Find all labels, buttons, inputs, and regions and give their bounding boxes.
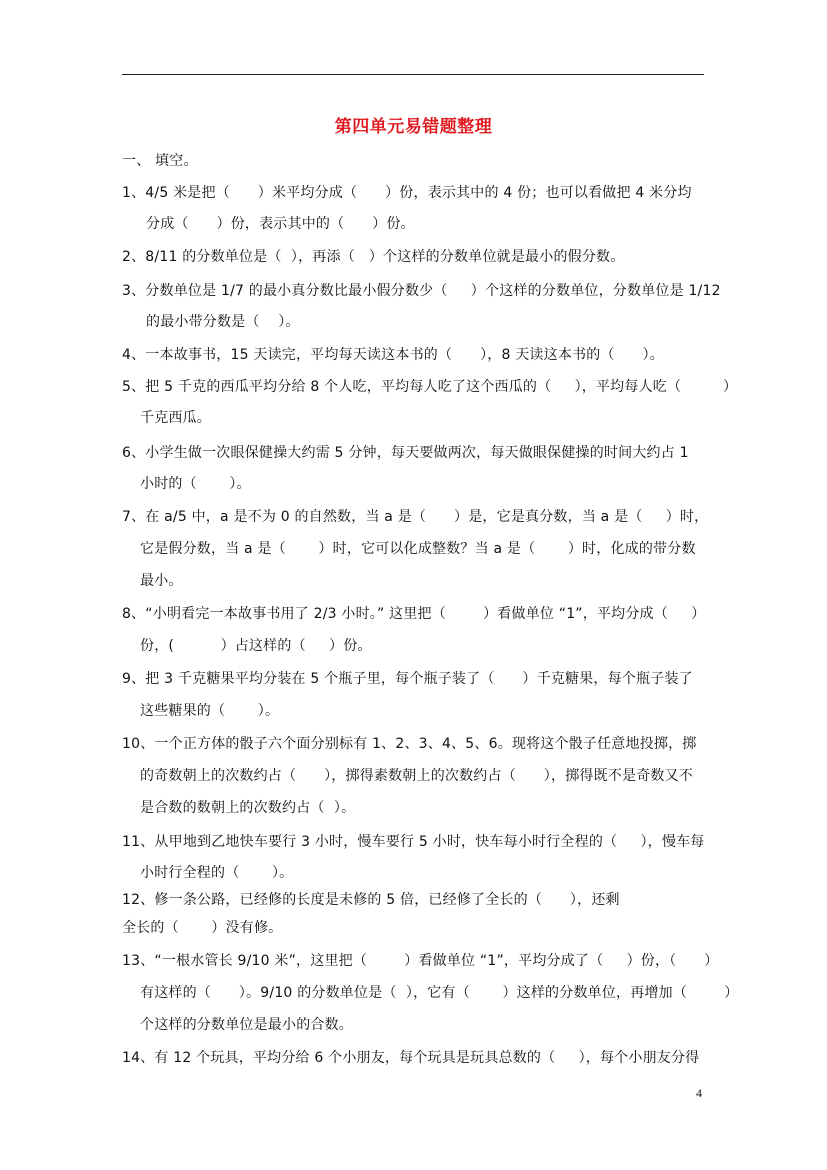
question-line: 的奇数朝上的次数约占（ ），掷得素数朝上的次数约占（ ），掷得既不是奇数又不 xyxy=(140,768,693,784)
question-line: 4、一本故事书，15 天读完，平均每天读这本书的（ ），8 天读这本书的（ ）。 xyxy=(122,347,664,363)
question-line: 小时的（ ）。 xyxy=(140,476,251,492)
question-line: 10、一个正方体的骰子六个面分别标有 1、2、3、4、5、6。现将这个骰子任意地投掷，掷 xyxy=(122,736,697,752)
question-line: 11、从甲地到乙地快车要行 3 小时，慢车要行 5 小时，快车每小时行全程的（ ），慢车每 xyxy=(122,834,705,850)
question-line: 9、把 3 千克糖果平均分装在 5 个瓶子里，每个瓶子装了（ ）千克糖果，每个瓶子装了 xyxy=(122,671,693,687)
question-line: 3、分数单位是 1/7 的最小真分数比最小假分数少（ ）个这样的分数单位，分数单位是 1/12 xyxy=(122,283,721,299)
question-line: 6、小学生做一次眼保健操大约需 5 分钟，每天要做两次，每天做眼保健操的时间大约占 1 xyxy=(122,445,689,461)
section-heading: 一、 填空。 xyxy=(122,153,198,169)
question-line: 12、修一条公路，已经修的长度是未修的 5 倍，已经修了全长的（ ），还剩 xyxy=(122,892,620,908)
question-line: 全长的（ ）没有修。 xyxy=(122,920,283,936)
page-title: 第四单元易错题整理 xyxy=(334,117,493,137)
question-line: 5、把 5 千克的西瓜平均分给 8 个人吃，平均每人吃了这个西瓜的（ ），平均每人吃（ ） xyxy=(122,379,738,395)
question-line: 份，( ）占这样的（ ）份。 xyxy=(140,638,372,654)
question-line: 分成（ ）份，表示其中的（ ）份。 xyxy=(146,216,415,232)
question-line: 千克西瓜。 xyxy=(140,410,211,426)
question-line: 13、“一根水管长 9/10 米”，这里把（ ）看做单位 “1”，平均分成了（ ）份，（ ） xyxy=(122,953,719,969)
question-line: 个这样的分数单位是最小的合数。 xyxy=(140,1017,353,1033)
question-line: 这些糖果的（ ）。 xyxy=(140,703,280,719)
question-line: 是合数的数朝上的次数约占（ ）。 xyxy=(140,800,356,816)
question-line: 2、8/11 的分数单位是（ ），再添（ ）个这样的分数单位就是最小的假分数。 xyxy=(122,249,625,265)
header-rule xyxy=(122,74,704,75)
page-number: 4 xyxy=(696,1086,702,1100)
question-line: 14、有 12 个玩具，平均分给 6 个小朋友，每个玩具是玩具总数的（ ），每个小朋友分得 xyxy=(122,1050,700,1066)
question-line: 的最小带分数是（ ）。 xyxy=(146,314,300,330)
question-line: 8、“小明看完一本故事书用了 2/3 小时。” 这里把（ ）看做单位 “1”，平均分成（ ） xyxy=(122,606,706,622)
question-line: 1、4/5 米是把（ ）米平均分成（ ）份，表示其中的 4 份；也可以看做把 4 米分均 xyxy=(122,185,692,201)
question-line: 最小。 xyxy=(140,573,183,589)
question-line: 小时行全程的（ ）。 xyxy=(140,865,294,881)
question-line: 它是假分数，当 a 是（ ）时，它可以化成整数？当 a 是（ ）时，化成的带分数 xyxy=(140,541,696,557)
question-line: 有这样的（ ）。9/10 的分数单位是（ ），它有（ ）这样的分数单位，再增加（ ） xyxy=(140,985,739,1001)
question-line: 7、在 a/5 中，a 是不为 0 的自然数，当 a 是（ ）是，它是真分数，当 a 是（ ）时， xyxy=(122,509,709,525)
